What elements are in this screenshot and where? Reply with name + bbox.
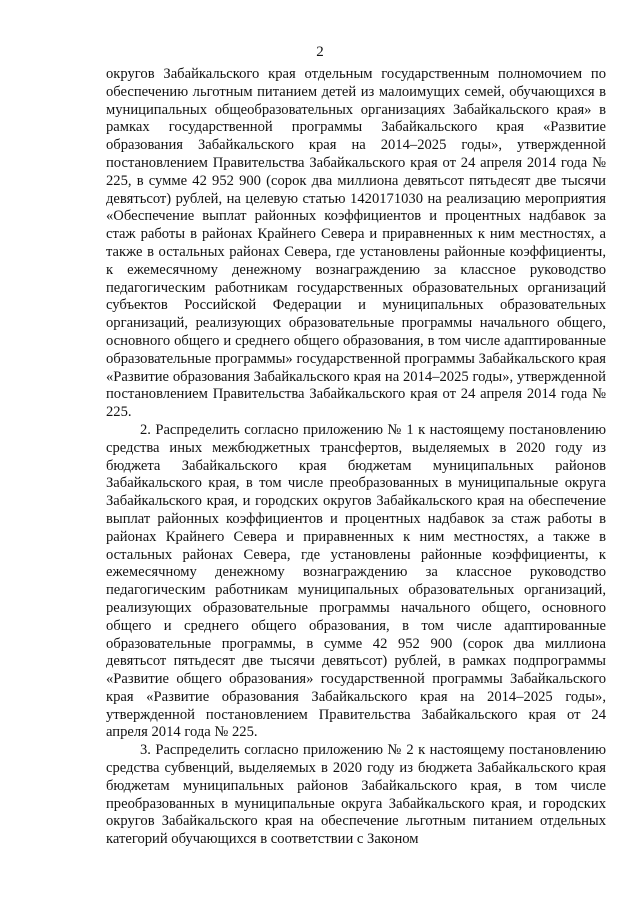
paragraph-continuation: округов Забайкальского края отдельным государственным полномочием по обеспечению льготным питанием детей из малоимущих семей, обучающихся в муниципальных общеобразовательных организациях Забайкальского края» в рамках государственной программы Забайкальского края «Развитие образования Забайкальского края на 2014–2025 годы», утвержденной постановлением Правительства Забайкальского края от 24 апреля 2014 года № 225, в сумме 42 952 900 (сорок два миллиона девятьсот пятьдесят две тысячи девятьсот) рублей, на целевую статью 1420171030 на реализацию мероприятия «Обеспечение выплат районных коэффициентов и процентных надбавок за стаж работы в районах Крайнего Севера и приравненных к ним местностях, а также в остальных районах Севера, где установлены районные коэффициенты, к ежемесячному денежному вознаграждению за классное руководство педагогическим работникам государственных образовательных организаций субъектов Российской Федерации и муниципальных образовательных организаций, реализующих образовательные программы начального общего, основного общего и среднего общего образования, в том числе адаптированные образовательные программы» государственной программы Забайкальского края «Развитие образования Забайкальского края на 2014–2025 годы», утвержденной постановлением Правительства Забайкальского края от 24 апреля 2014 года № 225. bbox=[106, 66, 606, 421]
page-number: 2 bbox=[316, 44, 324, 60]
paragraph-item-3: 3. Распределить согласно приложению № 2 к настоящему постановлению средства субвенций, выделяемых в 2020 году из бюджета Забайкальского края бюджетам муниципальных районов Забайкальского края, в том числе преобразованных в муниципальные округа Забайкальского края, и городских округов Забайкальского края на обеспечение льготным питанием отдельных категорий обучающихся в соответствии с Законом bbox=[106, 742, 606, 848]
paragraph-item-2: 2. Распределить согласно приложению № 1 к настоящему постановлению средства иных межбюджетных трансфертов, выделяемых в 2020 году из бюджета Забайкальского края бюджетам муниципальных районов Забайкальского края, в том числе преобразованных в муниципальные округа Забайкальского края, и городских округов Забайкальского края на обеспечение выплат районных коэффициентов и процентных надбавок за стаж работы в районах Крайнего Севера и приравненных к ним местностях, а также в остальных районах Севера, где установлены районные коэффициенты, к ежемесячному денежному вознаграждению за классное руководство педагогическим работникам муниципальных образовательных организаций, реализующих образовательные программы начального общего, основного общего и среднего общего образования, в том числе адаптированные образовательные программы, в сумме 42 952 900 (сорок два миллиона девятьсот пятьдесят две тысячи девятьсот) рублей, в рамках подпрограммы «Развитие общего образования» государственной программы Забайкальского края «Развитие образования Забайкальского края на 2014–2025 годы», утвержденной постановлением Правительства Забайкальского края от 24 апреля 2014 года № 225. bbox=[106, 421, 606, 741]
document-body bbox=[106, 66, 606, 849]
